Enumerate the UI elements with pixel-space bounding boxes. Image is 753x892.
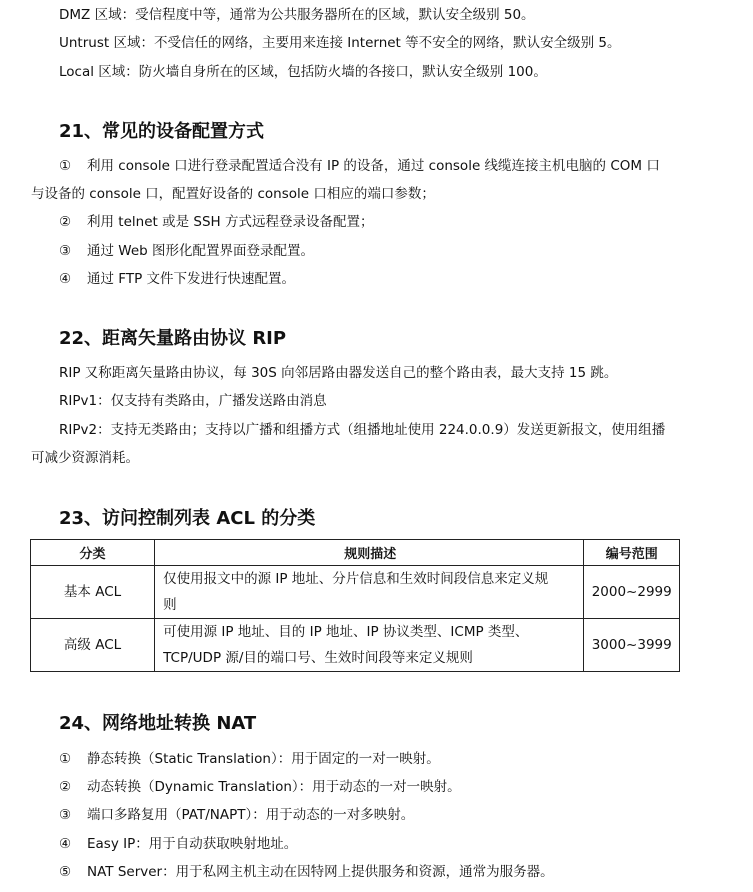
section-23-heading: 23、访问控制列表 ACL 的分类 — [59, 508, 316, 529]
acl-type-cell: 基本 ACL — [31, 566, 155, 619]
list-item-text: 利用 telnet 或是 SSH 方式远程登录设备配置； — [87, 214, 374, 230]
list-marker: ① — [59, 751, 72, 767]
table-header-cell: 规则描述 — [155, 540, 584, 566]
zone-local-text: Local 区域：防火墙自身所在的区域，包括防火墙的各接口，默认安全级别 100。 — [59, 64, 547, 80]
table-header-cell: 分类 — [31, 540, 155, 566]
zone-untrust-text: Untrust 区域：不受信任的网络，主要用来连接 Internet 等不安全的网络，默认安全级别 5。 — [59, 35, 621, 51]
rip-paragraph: RIP 又称距离矢量路由协议，每 30S 向邻居路由器发送自己的整个路由表，最大支持 15 跳。 — [59, 365, 618, 381]
list-item-text: Easy IP：用于自动获取映射地址。 — [87, 836, 298, 852]
acl-desc-line: 则 — [163, 597, 177, 613]
table-row — [31, 619, 680, 672]
ripv2-paragraph-continuation: 可减少资源消耗。 — [31, 450, 139, 466]
section-22-heading: 22、距离矢量路由协议 RIP — [59, 328, 287, 349]
acl-desc-cell — [155, 566, 584, 619]
acl-desc-line: 仅使用报文中的源 IP 地址、分片信息和生效时间段信息来定义规 — [163, 571, 549, 587]
list-item-text: 通过 Web 图形化配置界面登录配置。 — [87, 243, 315, 259]
list-item-text: 端口多路复用（PAT/NAPT）：用于动态的一对多映射。 — [87, 807, 415, 823]
zone-dmz-text: DMZ 区域：受信程度中等，通常为公共服务器所在的区域，默认安全级别 50。 — [59, 7, 535, 23]
list-item-text: NAT Server：用于私网主机主动在因特网上提供服务和资源，通常为服务器。 — [87, 864, 554, 880]
acl-range-cell: 2000~2999 — [584, 566, 680, 619]
list-marker: ③ — [59, 807, 72, 823]
list-item-text: 静态转换（Static Translation）：用于固定的一对一映射。 — [87, 751, 440, 767]
list-marker: ③ — [59, 243, 72, 259]
list-marker: ④ — [59, 271, 72, 287]
list-item-continuation: 与设备的 console 口，配置好设备的 console 口相应的端口参数； — [31, 186, 435, 202]
ripv1-paragraph: RIPv1：仅支持有类路由，广播发送路由消息 — [59, 393, 327, 409]
list-marker: ④ — [59, 836, 72, 852]
list-marker: ⑤ — [59, 864, 72, 880]
acl-type-cell: 高级 ACL — [31, 619, 155, 672]
acl-range-cell: 3000~3999 — [584, 619, 680, 672]
table-header-row — [31, 540, 680, 566]
ripv2-paragraph: RIPv2：支持无类路由；支持以广播和组播方式（组播地址使用 224.0.0.9）发送更新报文，使用组播 — [59, 422, 666, 438]
list-item-text: 动态转换（Dynamic Translation）：用于动态的一对一映射。 — [87, 779, 461, 795]
table-header-cell: 编号范围 — [584, 540, 680, 566]
section-21-heading: 21、常见的设备配置方式 — [59, 121, 265, 142]
section-24-heading: 24、网络地址转换 NAT — [59, 713, 257, 734]
acl-desc-line: TCP/UDP 源/目的端口号、生效时间段等来定义规则 — [163, 650, 473, 666]
acl-desc-line: 可使用源 IP 地址、目的 IP 地址、IP 协议类型、ICMP 类型、 — [163, 624, 529, 640]
list-marker: ② — [59, 214, 72, 230]
list-marker: ② — [59, 779, 72, 795]
list-item-text: 利用 console 口进行登录配置适合没有 IP 的设备，通过 console 线缆连接主机电脑的 COM 口 — [87, 158, 660, 174]
table-row — [31, 566, 680, 619]
list-marker: ① — [59, 158, 72, 174]
acl-desc-cell — [155, 619, 584, 672]
list-item-text: 通过 FTP 文件下发进行快速配置。 — [87, 271, 295, 287]
acl-table — [30, 539, 680, 672]
